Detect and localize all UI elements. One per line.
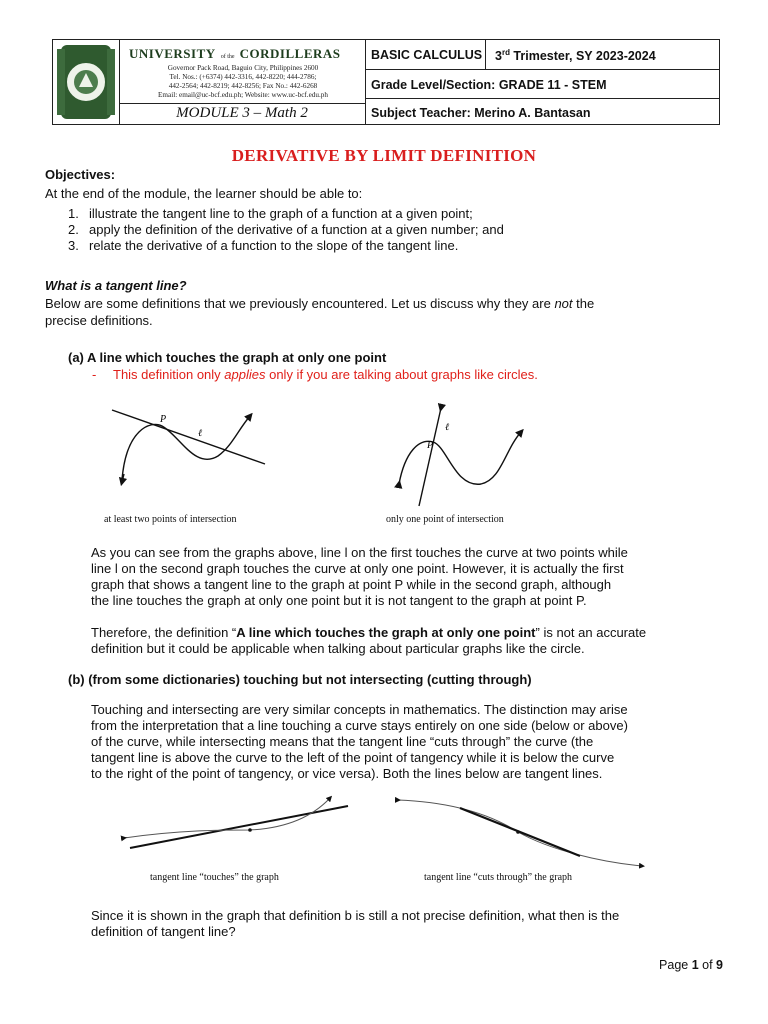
university-tel-line2: 442-2564; 442-8219; 442-8256; Fax No.: 442-6268: [168, 82, 318, 90]
page-total: 9: [716, 958, 723, 972]
section-intro-line2: precise definitions.: [45, 313, 153, 328]
page-title: DERIVATIVE BY LIMIT DEFINITION: [231, 146, 537, 165]
university-address: Governor Pack Road, Baguio City, Philippines 2600: [167, 64, 319, 72]
section-intro-line1: [45, 296, 594, 312]
point-label-p: P: [427, 440, 434, 451]
header-table: [52, 39, 720, 125]
note-dash: -: [92, 367, 97, 382]
note-emphasis: applies: [224, 367, 266, 382]
paragraph-line: of the curve, while intersecting means that the tangent line “cuts through” the curve (the: [91, 734, 594, 749]
objective-text: apply the definition of the derivative of a function at a given number; and: [89, 222, 504, 237]
trimester-text: Trimester, SY 2023-2024: [509, 49, 656, 64]
figure-tangent-two-intersections: [100, 400, 280, 510]
note-text: This definition only: [113, 367, 225, 382]
paragraph-line: tangent line is above the curve to the left of the point of tangency while it is below the curve: [91, 750, 615, 765]
definition-a-explanation: [91, 545, 628, 609]
intro-text: Below are some definitions that we previously encountered. Let us discuss why they are: [45, 296, 555, 311]
paragraph-line: Touching and intersecting are very similar concepts in mathematics. The distinction may arise: [91, 702, 628, 717]
university-name-part1: UNIVERSITY: [129, 46, 216, 61]
objective-number: 1.: [68, 206, 79, 221]
point-of-tangency: [248, 828, 252, 832]
figure-one-intersection: [385, 402, 545, 512]
definition-a-label: (a) A line which touches the graph at only one point: [68, 350, 387, 365]
grade-level: Grade Level/Section: GRADE 11 - STEM: [371, 78, 607, 92]
page-of: of: [698, 958, 717, 972]
curve: [399, 432, 521, 484]
conclusion-emphasis: A line which touches the graph at only one point: [236, 625, 536, 640]
figure2-caption: only one point of intersection: [386, 514, 504, 525]
objective-item-1: [68, 206, 473, 222]
point-of-tangency: [516, 830, 520, 834]
paragraph-line: line l on the second graph touches the curve at only one point. However, it is actually the first: [91, 561, 624, 576]
university-name: [125, 43, 361, 62]
paragraph-line: the line touches the graph at only one point but it is not tangent to the graph at point P.: [91, 593, 587, 608]
paragraph-line: definition of tangent line?: [91, 924, 236, 939]
objective-number: 3.: [68, 238, 79, 253]
note-body: [113, 367, 538, 383]
objectives-intro: At the end of the module, the learner should be able to:: [45, 186, 363, 201]
curve: [122, 416, 250, 480]
closing-question: [91, 908, 619, 940]
definition-a-note: [92, 367, 538, 383]
figure-tangent-cuts-through: [390, 792, 650, 872]
figure1-caption: at least two points of intersection: [104, 514, 237, 525]
university-name-of: of the: [220, 54, 235, 60]
figure4-caption: tangent line “cuts through” the graph: [424, 872, 573, 883]
line-label: ℓ: [198, 428, 203, 439]
paragraph-line: graph that shows a tangent line to the graph at point P while in the second graph, although: [91, 577, 612, 592]
module-label: MODULE 3 – Math 2: [176, 105, 308, 121]
divider: [485, 40, 486, 69]
definition-b-label: (b) (from some dictionaries) touching but not intersecting (cutting through): [68, 672, 532, 687]
paragraph-line: As you can see from the graphs above, line l on the first touches the curve at two points while: [91, 545, 628, 560]
figure-tangent-touches: [110, 792, 360, 862]
trimester: [495, 48, 656, 63]
paragraph-line: Since it is shown in the graph that definition b is still a not precise definition, what then is the: [91, 908, 620, 923]
objective-item-2: [68, 222, 504, 238]
objectives-heading: Objectives:: [45, 167, 116, 182]
definition-b-explanation: [91, 702, 628, 782]
conclusion-text: Therefore, the definition “: [91, 625, 237, 640]
objective-text: relate the derivative of a function to the slope of the tangent line.: [89, 238, 459, 253]
conclusion-text: ” is not an accurate: [535, 625, 647, 640]
university-name-part2: CORDILLERAS: [239, 46, 341, 61]
university-info: [125, 43, 361, 100]
divider: [365, 98, 719, 99]
intro-text: the: [572, 296, 595, 311]
definition-a-conclusion: [91, 625, 646, 657]
figure3-caption: tangent line “touches” the graph: [150, 872, 279, 883]
page-number: [659, 958, 723, 972]
point-label-p: P: [160, 414, 167, 425]
trimester-number: 3: [495, 49, 502, 64]
page-label: Page: [659, 958, 692, 972]
objective-number: 2.: [68, 222, 79, 237]
divider: [365, 69, 719, 70]
paragraph-line: definition but it could be applicable when talking about particular graphs like the circle.: [91, 641, 585, 656]
divider: [365, 40, 366, 124]
page-current: 1: [691, 958, 699, 972]
university-email: Email: email@uc-bcf.edu.ph; Website: www.uc-bcf.edu.ph: [158, 91, 328, 99]
curve: [124, 798, 330, 838]
tangent-line: [460, 808, 580, 856]
paragraph-line: from the interpretation that a line touching a curve stays entirely on one side (below or above): [91, 718, 628, 733]
line-label: ℓ: [445, 422, 450, 433]
intro-emphasis: not: [554, 296, 573, 311]
divider: [119, 103, 365, 104]
university-tel-line1: Tel. Nos.: (+6374) 442-3316, 442-8220; 444-2786;: [169, 73, 317, 81]
objective-item-3: [68, 238, 459, 254]
trimester-suffix: rd: [501, 48, 510, 57]
section-heading-tangent: What is a tangent line?: [45, 278, 187, 293]
paragraph-line: [91, 625, 646, 641]
note-text: only if you are talking about graphs like circles.: [265, 367, 538, 382]
vertical-line: [419, 408, 441, 506]
subject-teacher: Subject Teacher: Merino A. Bantasan: [371, 106, 591, 120]
course-name: BASIC CALCULUS: [371, 48, 483, 62]
tangent-line: [130, 806, 348, 848]
paragraph-line: to the right of the point of tangency, or vice versa). Both the lines below are tangent lines.: [91, 766, 603, 781]
university-seal-logo: [57, 43, 115, 121]
objective-text: illustrate the tangent line to the graph of a function at a given point;: [89, 206, 473, 221]
